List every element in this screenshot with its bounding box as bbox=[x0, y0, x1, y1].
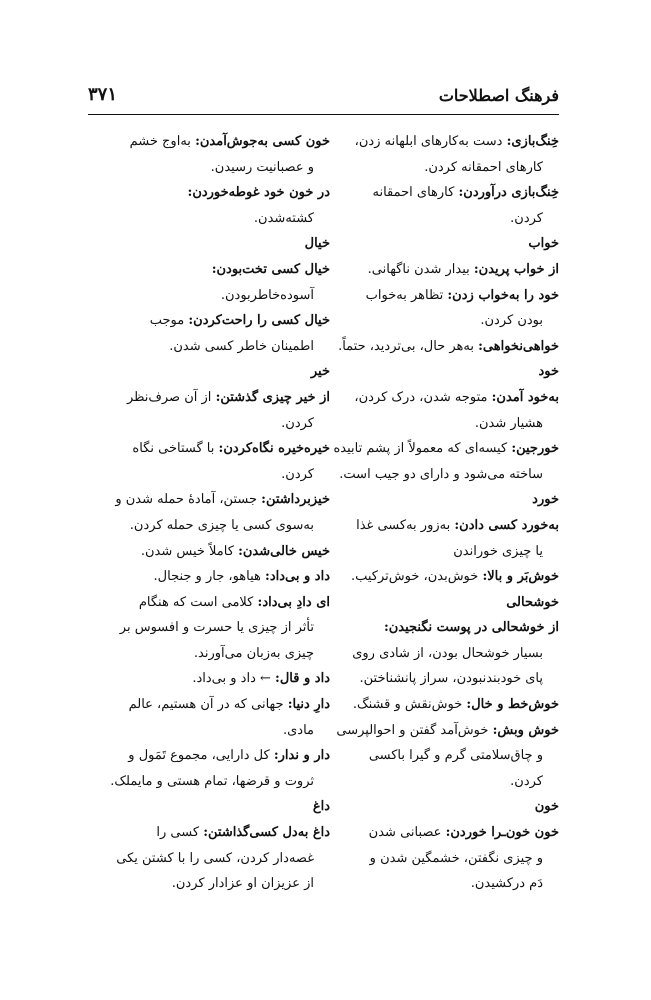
right-column bbox=[333, 129, 559, 897]
entry-definition: کل دارایی، مجموع تَمَول و bbox=[128, 748, 270, 764]
entry-definition: ← داد و بی‌داد. bbox=[192, 671, 271, 687]
entry-definition: هیاهو، جار و جنجال. bbox=[153, 569, 261, 585]
entry-term: خیال کسی تخت‌بودن: bbox=[211, 261, 330, 277]
entry-definition: موجب bbox=[149, 313, 185, 329]
page-header bbox=[88, 80, 559, 115]
entry-definition-continued: اطمینان خاطر کسی شدن. bbox=[169, 338, 314, 354]
entry-term: داد و بی‌داد: bbox=[265, 569, 330, 585]
entry-definition-continued: تأثر از چیزی یا حسرت و افسوس بر bbox=[119, 620, 314, 636]
entry-definition: جستن، آمادۀ حمله شدن و bbox=[115, 492, 258, 508]
entry-term: از خیر چیزی گذشتن: bbox=[215, 389, 330, 405]
dictionary-entry bbox=[333, 180, 559, 231]
entry-definition-continued: ساخته می‌شود و دارای دو جیب است. bbox=[339, 466, 543, 482]
dictionary-entry bbox=[333, 283, 559, 334]
section-headword: خیال bbox=[304, 236, 330, 252]
entry-definition: دست به‌کارهای ابلهانه زدن، bbox=[354, 134, 503, 149]
entry-definition-continued: کردن. bbox=[281, 415, 314, 431]
entry-definition-continued: و عصبانیت رسیدن. bbox=[210, 159, 314, 175]
entry-definition: به‌زور به‌کسی غذا bbox=[356, 517, 451, 533]
dictionary-entry bbox=[333, 615, 559, 692]
entry-definition: خوش‌آمد گفتن و احوالپرسی bbox=[336, 722, 489, 738]
entry-definition-continued: کشته‌شدن. bbox=[253, 210, 314, 226]
left-column bbox=[104, 129, 330, 897]
entry-definition: خوش‌بدن، خوش‌ترکیب. bbox=[350, 569, 479, 585]
dictionary-entry bbox=[333, 257, 559, 283]
entry-definition-continued: کردن. bbox=[281, 466, 314, 482]
entry-term: به‌خورد کسی دادن: bbox=[454, 517, 559, 533]
entry-definition: متوجه شدن، درک کردن، bbox=[354, 389, 488, 405]
entry-definition: از آن صرف‌نظر bbox=[126, 389, 212, 405]
page-number: ۳۷۱ bbox=[88, 84, 118, 105]
dictionary-entry bbox=[104, 564, 330, 590]
entry-definition-continued: و چاق‌سلامتی گرم و گیرا باکسی کردن. bbox=[368, 748, 543, 789]
entry-term: خورجین: bbox=[511, 441, 559, 457]
dictionary-entry bbox=[104, 257, 330, 308]
entry-definition: با گستاخی نگاه bbox=[132, 441, 215, 457]
entry-definition: کسی را bbox=[156, 825, 200, 841]
running-title: فرهنگ اصطلاحات bbox=[438, 86, 559, 105]
entry-term: خِنگ‌بازی درآوردن: bbox=[458, 185, 559, 201]
entry-definition: به‌اوج خشم bbox=[129, 134, 191, 149]
entry-term: خوش‌بَر و بالا: bbox=[482, 569, 559, 585]
entry-term: خوش‌خط و خال: bbox=[466, 697, 559, 713]
entry-definition: به‌هر حال، بی‌تردید، حتماً. bbox=[338, 338, 474, 354]
entry-definition-continued: از عزیزان او عزادار کردن. bbox=[171, 876, 314, 892]
section-headword: خود bbox=[538, 364, 559, 380]
entry-term: خون خون‌ـرا خوردن: bbox=[445, 825, 559, 841]
entry-definition-continued: مادی. bbox=[282, 722, 314, 738]
dictionary-entry bbox=[104, 385, 330, 436]
entry-definition-continued: یا چیزی خوراندن bbox=[453, 543, 543, 559]
dictionary-entry bbox=[104, 692, 330, 743]
entry-term: از خوشحالی در پوست نگنجیدن: bbox=[383, 620, 559, 636]
section-headword: خورد bbox=[532, 492, 559, 508]
entry-definition-continued: هشیار شدن. bbox=[474, 415, 543, 431]
entry-definition-continued: آسوده‌خاطربودن. bbox=[220, 287, 314, 303]
entry-definition-continued: کردن. bbox=[510, 210, 543, 226]
entry-term: خون کسی به‌جوش‌آمدن: bbox=[195, 134, 330, 149]
entry-term: خواهی‌نخواهی: bbox=[478, 338, 559, 354]
dictionary-entry bbox=[104, 743, 330, 794]
entry-definition: جهانی که در آن هستیم، عالم bbox=[128, 697, 284, 713]
entry-definition-continued: و چیزی نگفتن، خشمگین شدن و bbox=[369, 850, 543, 866]
dictionary-entry bbox=[333, 385, 559, 436]
entry-term: خود را به‌خواب زدن: bbox=[447, 287, 559, 303]
entry-term: دار و ندار: bbox=[273, 748, 330, 764]
entry-definition-continued: به‌سوی کسی یا چیزی حمله کردن. bbox=[129, 517, 314, 533]
section-headword: داغ bbox=[312, 799, 330, 815]
entry-definition: خوش‌نقش و قشنگ. bbox=[352, 697, 463, 713]
entry-definition: کاملاً خیس شدن. bbox=[140, 543, 234, 559]
entry-definition-continued: کارهای احمقانه کردن. bbox=[424, 159, 543, 175]
dictionary-entry bbox=[333, 129, 559, 180]
entry-definition-continued: چیزی به‌زبان می‌آورند. bbox=[193, 645, 314, 661]
dictionary-entry bbox=[333, 436, 559, 487]
section-headword: خون bbox=[534, 799, 559, 815]
dictionary-entry bbox=[104, 590, 330, 667]
entry-definition-continued: پای خودبندنبودن، سراز پانشناختن. bbox=[359, 671, 543, 687]
entry-definition-continued: دَم درکشیدن. bbox=[470, 876, 543, 892]
entry-definition: کلامی است که هنگام bbox=[138, 594, 254, 610]
entry-term: خِنگ‌بازی: bbox=[506, 134, 559, 149]
entry-term: به‌خود آمدن: bbox=[491, 389, 559, 405]
entry-term: دارِ دنیا: bbox=[287, 697, 330, 713]
entry-definition: کارهای احمقانه bbox=[372, 185, 455, 201]
entry-definition: تظاهر به‌خواب bbox=[365, 287, 444, 303]
section-headword: خوشحالی bbox=[506, 594, 559, 610]
entry-term: خوش وبش: bbox=[492, 722, 559, 738]
entry-definition-continued: بودن کردن. bbox=[480, 313, 543, 329]
dictionary-entry bbox=[104, 308, 330, 359]
dictionary-entry bbox=[333, 334, 559, 360]
entry-definition-continued: غصه‌دار کردن، کسی را با کشتن یکی bbox=[116, 850, 314, 866]
section-headword: خواب bbox=[528, 236, 559, 252]
entry-definition-continued: ثروت و قرضها، تمام هستی و مایملک. bbox=[110, 773, 314, 789]
dictionary-entry bbox=[333, 692, 559, 718]
entry-term: داغ به‌دل کسی‌گذاشتن: bbox=[203, 825, 330, 841]
dictionary-entry bbox=[333, 718, 559, 795]
dictionary-entry bbox=[333, 513, 559, 564]
dictionary-entry bbox=[104, 666, 330, 692]
entry-definition-continued: بسیار خوشحال بودن، از شادی روی bbox=[352, 645, 543, 661]
dictionary-entry bbox=[104, 487, 330, 538]
dictionary-entry bbox=[333, 564, 559, 590]
dictionary-entry bbox=[104, 129, 330, 180]
entry-term: در خون خود غوطه‌خوردن: bbox=[187, 185, 330, 201]
entry-term: خیس خالی‌شدن: bbox=[238, 543, 330, 559]
dictionary-entry bbox=[104, 539, 330, 565]
entry-term: خیره‌خیره نگاه‌کردن: bbox=[218, 441, 330, 457]
entry-term: ای دادِ بی‌داد: bbox=[257, 594, 330, 610]
dictionary-entry bbox=[104, 180, 330, 231]
dictionary-entry bbox=[104, 436, 330, 487]
entry-term: از خواب پریدن: bbox=[473, 261, 559, 277]
dictionary-entry bbox=[104, 820, 330, 897]
entry-definition: کیسه‌ای که معمولاً از پشم تابیده bbox=[333, 441, 508, 457]
section-headword: خیر bbox=[310, 364, 330, 380]
entry-term: خیزبرداشتن: bbox=[261, 492, 330, 508]
dictionary-entry bbox=[333, 820, 559, 897]
entry-term: داد و قال: bbox=[275, 671, 330, 687]
entry-term: خیال کسی را راحت‌کردن: bbox=[188, 313, 330, 329]
entry-definition: عصبانی شدن bbox=[368, 825, 442, 841]
entry-definition: بیدار شدن ناگهانی. bbox=[367, 261, 470, 277]
